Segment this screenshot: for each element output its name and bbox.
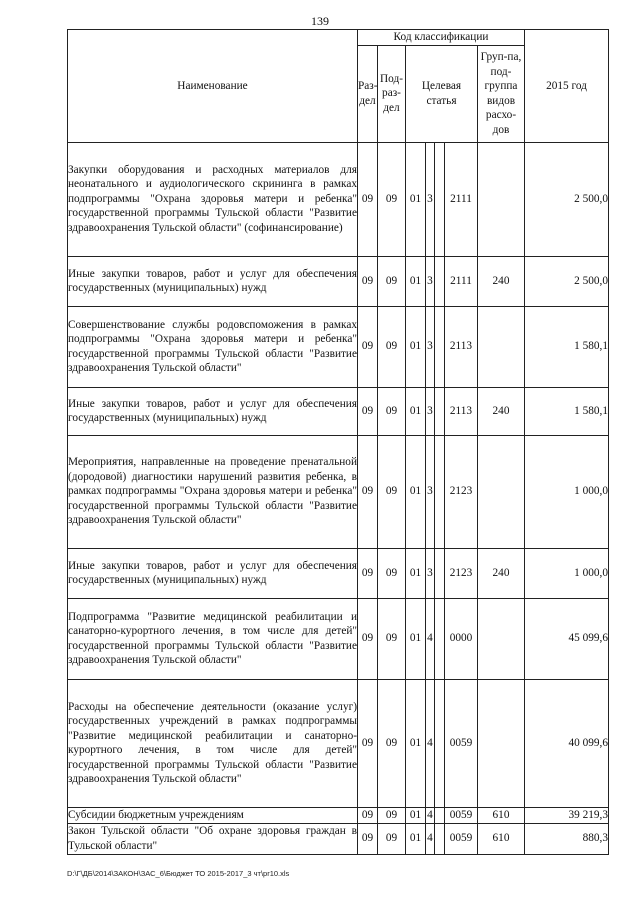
row-target-program: 01 [406,142,426,256]
header-name: Наименование [68,30,358,143]
row-target-separator [435,548,445,598]
row-target-subprogram: 4 [426,807,435,823]
budget-table [67,29,609,855]
row-name: Мероприятия, направленные на проведение пренатальной (дородовой) диагностики нарушений развития ребенка, в рамках подпрограммы "Охрана здоровья матери и ребенка" государственной программы Тульской области "Развитие здравоохранения Тульской области" [68,435,358,548]
row-section: 09 [358,548,378,598]
row-amount: 1 580,1 [525,387,609,435]
row-target-program: 01 [406,598,426,679]
row-target-separator [435,142,445,256]
row-target-program: 01 [406,823,426,854]
row-section: 09 [358,306,378,387]
row-target-subprogram: 3 [426,435,435,548]
header-code-group: Код классификации [358,30,525,46]
header-subsection: Под-раз-дел [378,45,406,142]
row-expense-group: 610 [478,823,525,854]
table-row [68,387,609,435]
row-target-separator [435,256,445,306]
table-row [68,435,609,548]
table-body [68,142,609,854]
row-target-item: 0059 [445,823,478,854]
header-row [68,30,609,46]
row-target-program: 01 [406,679,426,807]
row-expense-group [478,679,525,807]
row-target-separator [435,679,445,807]
row-target-separator [435,823,445,854]
row-name: Закупки оборудования и расходных материалов для неонатального и аудиологического скрининга в рамках подпрограммы "Охрана здоровья матери и ребенка" государственной программы Тульской области "Развитие здравоохранения Тульской области" (софинансирование) [68,142,358,256]
row-name: Подпрограмма "Развитие медицинской реабилитации и санаторно-курортного лечения, в том числе для детей" государственной программы Тульской области "Развитие здравоохранения Тульской области" [68,598,358,679]
row-expense-group [478,142,525,256]
row-target-subprogram: 3 [426,548,435,598]
row-target-separator [435,807,445,823]
row-target-subprogram: 3 [426,306,435,387]
row-subsection: 09 [378,548,406,598]
row-amount: 39 219,3 [525,807,609,823]
row-name: Иные закупки товаров, работ и услуг для обеспечения государственных (муниципальных) нужд [68,256,358,306]
row-amount: 1 580,1 [525,306,609,387]
row-target-item: 2113 [445,306,478,387]
row-target-program: 01 [406,807,426,823]
row-amount: 2 500,0 [525,142,609,256]
header-expense-group: Груп-па, под-группа видов расхо-дов [478,45,525,142]
row-subsection: 09 [378,306,406,387]
row-expense-group: 240 [478,387,525,435]
row-amount: 40 099,6 [525,679,609,807]
row-target-separator [435,598,445,679]
row-target-subprogram: 3 [426,256,435,306]
row-target-subprogram: 4 [426,598,435,679]
footer-file-path: D:\Г\ДБ\2014\ЗАКОН\ЗАС_6\Бюджет ТО 2015-2017_3 чт\pr10.xls [67,869,290,878]
row-section: 09 [358,142,378,256]
row-target-program: 01 [406,548,426,598]
row-target-item: 0059 [445,679,478,807]
row-target-separator [435,387,445,435]
row-section: 09 [358,679,378,807]
row-target-subprogram: 4 [426,823,435,854]
row-subsection: 09 [378,679,406,807]
header-year: 2015 год [525,30,609,143]
row-expense-group: 240 [478,548,525,598]
row-target-program: 01 [406,387,426,435]
table-row [68,679,609,807]
row-subsection: 09 [378,142,406,256]
row-subsection: 09 [378,435,406,548]
row-target-separator [435,306,445,387]
row-name: Иные закупки товаров, работ и услуг для обеспечения государственных (муниципальных) нужд [68,387,358,435]
table-row [68,256,609,306]
header-target-item: Целевая статья [406,45,478,142]
row-target-subprogram: 4 [426,679,435,807]
row-subsection: 09 [378,598,406,679]
row-target-subprogram: 3 [426,387,435,435]
row-target-item: 0059 [445,807,478,823]
row-target-program: 01 [406,306,426,387]
table-row [68,548,609,598]
row-expense-group [478,435,525,548]
row-target-program: 01 [406,256,426,306]
table-row [68,306,609,387]
row-amount: 1 000,0 [525,435,609,548]
row-section: 09 [358,387,378,435]
row-expense-group [478,598,525,679]
row-name: Субсидии бюджетным учреждениям [68,807,358,823]
table-row [68,598,609,679]
page-number: 139 [311,14,329,28]
row-target-program: 01 [406,435,426,548]
row-section: 09 [358,435,378,548]
row-expense-group [478,306,525,387]
row-section: 09 [358,598,378,679]
row-name: Иные закупки товаров, работ и услуг для обеспечения государственных (муниципальных) нужд [68,548,358,598]
header-section: Раз-дел [358,45,378,142]
row-amount: 2 500,0 [525,256,609,306]
row-name: Расходы на обеспечение деятельности (оказание услуг) государственных учреждений в рамках подпрограммы "Развитие медицинской реабилитации и санаторно-курортного лечения, в том числе для детей" государственной программы Тульской области "Развитие здравоохранения Тульской области" [68,679,358,807]
row-amount: 45 099,6 [525,598,609,679]
row-section: 09 [358,807,378,823]
table-row [68,142,609,256]
row-target-item: 2123 [445,548,478,598]
row-amount: 1 000,0 [525,548,609,598]
row-expense-group: 610 [478,807,525,823]
row-target-item: 2113 [445,387,478,435]
row-name: Закон Тульской области "Об охране здоровья граждан в Тульской области" [68,823,358,854]
table-row [68,823,609,854]
row-target-item: 0000 [445,598,478,679]
row-subsection: 09 [378,823,406,854]
row-subsection: 09 [378,807,406,823]
row-target-separator [435,435,445,548]
row-section: 09 [358,823,378,854]
row-target-item: 2111 [445,256,478,306]
row-target-subprogram: 3 [426,142,435,256]
row-subsection: 09 [378,387,406,435]
row-amount: 880,3 [525,823,609,854]
table-row [68,807,609,823]
row-name: Совершенствование службы родовспоможения в рамках подпрограммы "Охрана здоровья матери и ребенка" государственной программы Тульской области "Развитие здравоохранения Тульской области" [68,306,358,387]
row-target-item: 2111 [445,142,478,256]
row-subsection: 09 [378,256,406,306]
row-expense-group: 240 [478,256,525,306]
row-target-item: 2123 [445,435,478,548]
row-section: 09 [358,256,378,306]
